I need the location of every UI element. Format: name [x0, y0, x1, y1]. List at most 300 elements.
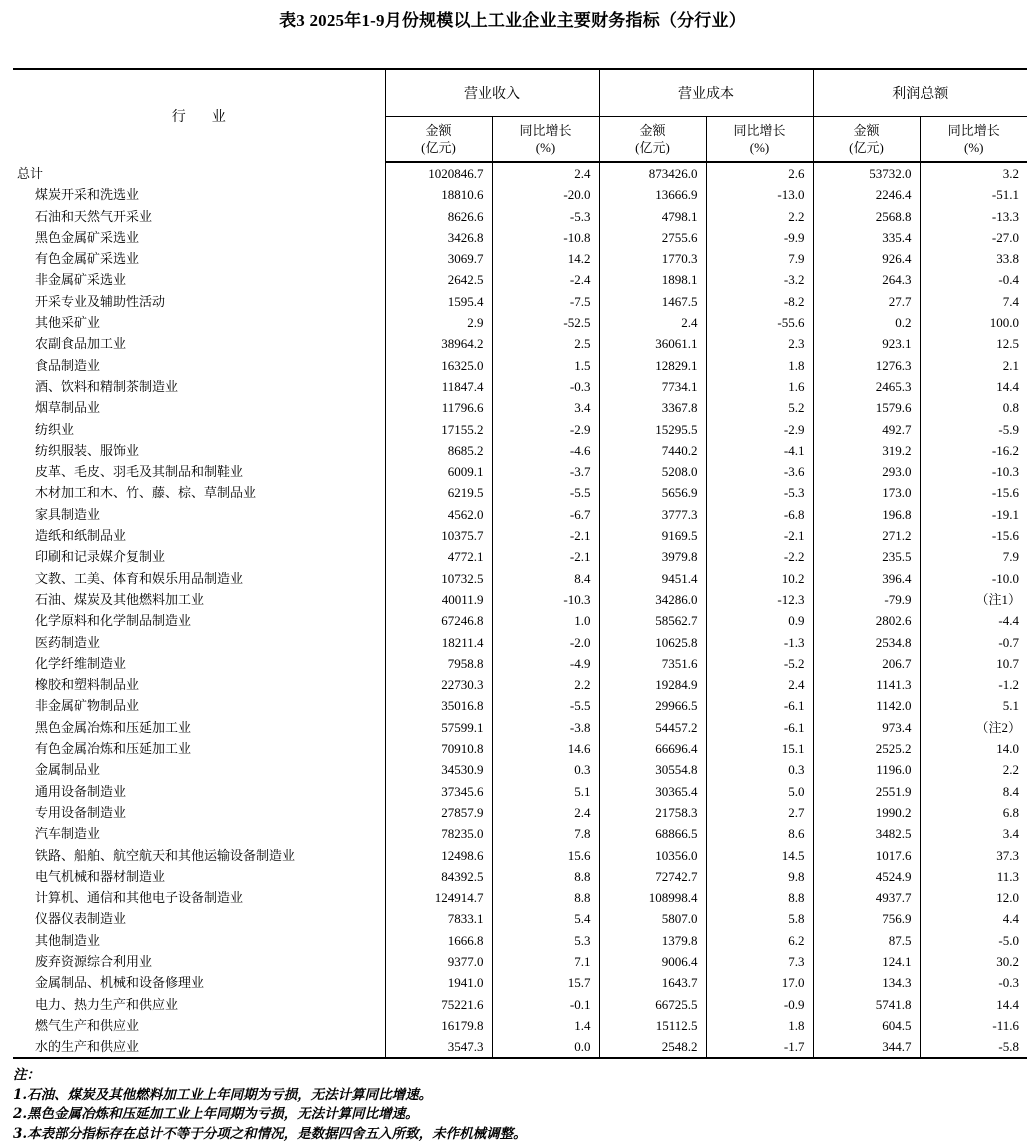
column-header-revenue-growth — [492, 117, 599, 163]
cell-profit-amount: 134.3 — [813, 972, 920, 993]
table-row — [13, 461, 1027, 482]
cell-revenue-growth: -3.7 — [492, 461, 599, 482]
table-row — [13, 823, 1027, 844]
cell-cost-growth: 8.8 — [706, 887, 813, 908]
cell-profit-growth: 2.2 — [920, 759, 1027, 780]
cell-revenue-growth: -5.3 — [492, 206, 599, 227]
row-industry-label: 电力、热力生产和供应业 — [35, 996, 179, 1012]
subheader-name: 同比增长 — [519, 123, 572, 138]
cell-profit-growth: -51.1 — [920, 184, 1027, 205]
cell-profit-growth: -5.0 — [920, 930, 1027, 951]
cell-profit-amount: 604.5 — [813, 1015, 920, 1036]
table-row — [13, 525, 1027, 546]
cell-revenue-amount: 40011.9 — [385, 589, 492, 610]
cell-revenue-growth: -20.0 — [492, 184, 599, 205]
cell-revenue-growth: 0.3 — [492, 759, 599, 780]
cell-cost-growth: -9.9 — [706, 227, 813, 248]
cell-cost-amount: 19284.9 — [599, 674, 706, 695]
cell-cost-amount: 13666.9 — [599, 184, 706, 205]
cell-revenue-growth: -6.7 — [492, 504, 599, 525]
table-row — [13, 610, 1027, 631]
row-industry-label: 煤炭开采和洗选业 — [35, 187, 140, 203]
cell-profit-amount: 319.2 — [813, 440, 920, 461]
cell-cost-amount: 7440.2 — [599, 440, 706, 461]
row-industry-label: 石油和天然气开采业 — [35, 208, 153, 224]
cell-cost-growth: -6.1 — [706, 717, 813, 738]
cell-cost-amount: 30365.4 — [599, 781, 706, 802]
cell-revenue-amount: 18211.4 — [385, 632, 492, 653]
cell-cost-growth: 5.8 — [706, 908, 813, 929]
cell-revenue-growth: -0.1 — [492, 994, 599, 1015]
cell-cost-amount: 1379.8 — [599, 930, 706, 951]
cell-revenue-growth: -5.5 — [492, 695, 599, 716]
cell-cost-amount: 1643.7 — [599, 972, 706, 993]
cell-profit-amount: 344.7 — [813, 1036, 920, 1058]
cell-profit-amount: 1141.3 — [813, 674, 920, 695]
cell-revenue-growth: 3.4 — [492, 397, 599, 418]
cell-revenue-growth: -2.0 — [492, 632, 599, 653]
cell-revenue-growth: 14.6 — [492, 738, 599, 759]
cell-revenue-amount: 27857.9 — [385, 802, 492, 823]
cell-revenue-growth: 0.0 — [492, 1036, 599, 1058]
table-row — [13, 994, 1027, 1015]
table-row — [13, 291, 1027, 312]
cell-profit-amount: 4524.9 — [813, 866, 920, 887]
column-header-cost-amount — [599, 117, 706, 163]
cell-profit-growth: 3.2 — [920, 162, 1027, 184]
table-row — [13, 781, 1027, 802]
row-industry-label: 木材加工和木、竹、藤、棕、草制品业 — [35, 485, 257, 501]
cell-cost-amount: 21758.3 — [599, 802, 706, 823]
cell-revenue-amount: 67246.8 — [385, 610, 492, 631]
cell-profit-growth: 0.8 — [920, 397, 1027, 418]
cell-revenue-growth: 7.8 — [492, 823, 599, 844]
cell-profit-growth: -15.6 — [920, 482, 1027, 503]
cell-revenue-amount: 1020846.7 — [385, 162, 492, 184]
row-industry-label: 计算机、通信和其他电子设备制造业 — [35, 890, 244, 906]
cell-cost-amount: 36061.1 — [599, 333, 706, 354]
table-row — [13, 802, 1027, 823]
table-row — [13, 227, 1027, 248]
row-industry-label: 总计 — [17, 165, 44, 181]
cell-cost-amount: 10625.8 — [599, 632, 706, 653]
row-industry-label: 纺织业 — [35, 421, 75, 437]
cell-cost-growth: 2.4 — [706, 674, 813, 695]
note-line: 3.本表部分指标存在总计不等于分项之和情况，是数据四舍五入所致，未作机械调整。 — [13, 1125, 527, 1142]
cell-revenue-amount: 57599.1 — [385, 717, 492, 738]
cell-cost-growth: 1.8 — [706, 1015, 813, 1036]
cell-profit-growth: -11.6 — [920, 1015, 1027, 1036]
cell-cost-growth: 9.8 — [706, 866, 813, 887]
cell-cost-growth: -55.6 — [706, 312, 813, 333]
cell-cost-growth: -4.1 — [706, 440, 813, 461]
cell-cost-amount: 72742.7 — [599, 866, 706, 887]
cell-cost-amount: 30554.8 — [599, 759, 706, 780]
cell-revenue-growth: 7.1 — [492, 951, 599, 972]
cell-cost-amount: 2548.2 — [599, 1036, 706, 1058]
row-industry-label: 皮革、毛皮、羽毛及其制品和制鞋业 — [35, 464, 244, 480]
cell-revenue-growth: 2.4 — [492, 162, 599, 184]
cell-cost-amount: 1467.5 — [599, 291, 706, 312]
cell-cost-amount: 3777.3 — [599, 504, 706, 525]
cell-cost-growth: -6.1 — [706, 695, 813, 716]
subheader-name: 金额 — [425, 123, 452, 138]
cell-revenue-amount: 84392.5 — [385, 866, 492, 887]
table-row — [13, 908, 1027, 929]
table-row — [13, 184, 1027, 205]
cell-cost-amount: 2.4 — [599, 312, 706, 333]
cell-profit-growth: -15.6 — [920, 525, 1027, 546]
cell-profit-amount: 1276.3 — [813, 355, 920, 376]
cell-profit-amount: 1579.6 — [813, 397, 920, 418]
cell-revenue-growth: -7.5 — [492, 291, 599, 312]
cell-cost-growth: -2.2 — [706, 546, 813, 567]
row-industry-label: 化学原料和化学制品制造业 — [35, 613, 192, 629]
cell-revenue-growth: 14.2 — [492, 248, 599, 269]
subheader-unit: (亿元) — [849, 140, 884, 155]
cell-profit-amount: 923.1 — [813, 333, 920, 354]
cell-profit-growth: 3.4 — [920, 823, 1027, 844]
row-industry-label: 纺织服装、服饰业 — [35, 442, 140, 458]
table-row — [13, 632, 1027, 653]
table-row — [13, 972, 1027, 993]
cell-profit-growth: -0.4 — [920, 269, 1027, 290]
row-industry-label: 医药制造业 — [35, 634, 101, 650]
subheader-name: 同比增长 — [947, 123, 1000, 138]
row-industry-label: 铁路、船舶、航空航天和其他运输设备制造业 — [35, 847, 296, 863]
table-row — [13, 419, 1027, 440]
cell-cost-amount: 15112.5 — [599, 1015, 706, 1036]
cell-revenue-amount: 8685.2 — [385, 440, 492, 461]
column-header-industry — [13, 69, 385, 162]
table-row — [13, 653, 1027, 674]
cell-cost-growth: -12.3 — [706, 589, 813, 610]
cell-cost-growth: 2.7 — [706, 802, 813, 823]
cell-profit-growth: -16.2 — [920, 440, 1027, 461]
row-industry-label: 非金属矿物制品业 — [35, 698, 140, 714]
cell-profit-growth: 12.0 — [920, 887, 1027, 908]
column-group-cost: 营业成本 — [599, 69, 813, 117]
cell-profit-growth: -4.4 — [920, 610, 1027, 631]
row-industry-label: 仪器仪表制造业 — [35, 911, 127, 927]
cell-revenue-amount: 10732.5 — [385, 568, 492, 589]
table-body — [13, 162, 1027, 1058]
table-row — [13, 504, 1027, 525]
subheader-name: 金额 — [639, 123, 666, 138]
cell-revenue-growth: -4.9 — [492, 653, 599, 674]
cell-cost-amount: 4798.1 — [599, 206, 706, 227]
cell-profit-growth: 30.2 — [920, 951, 1027, 972]
cell-profit-amount: 2568.8 — [813, 206, 920, 227]
financial-indicators-table — [13, 68, 1027, 1059]
cell-cost-growth: -1.3 — [706, 632, 813, 653]
cell-profit-amount: 124.1 — [813, 951, 920, 972]
row-industry-label: 有色金属冶炼和压延加工业 — [35, 741, 192, 757]
cell-profit-growth: 12.5 — [920, 333, 1027, 354]
cell-cost-amount: 9169.5 — [599, 525, 706, 546]
page-title: 表3 2025年1-9月份规模以上工业企业主要财务指标（分行业） — [279, 11, 746, 30]
cell-profit-amount: 2802.6 — [813, 610, 920, 631]
cell-revenue-amount: 37345.6 — [385, 781, 492, 802]
cell-cost-amount: 34286.0 — [599, 589, 706, 610]
table-row — [13, 738, 1027, 759]
table-row — [13, 312, 1027, 333]
subheader-unit: (%) — [749, 140, 770, 155]
row-industry-label: 造纸和纸制品业 — [35, 528, 127, 544]
cell-cost-growth: 15.1 — [706, 738, 813, 759]
cell-revenue-amount: 17155.2 — [385, 419, 492, 440]
row-industry-label: 开采专业及辅助性活动 — [35, 293, 166, 309]
cell-cost-growth: -0.9 — [706, 994, 813, 1015]
table-row — [13, 717, 1027, 738]
cell-cost-growth: 14.5 — [706, 845, 813, 866]
table-row — [13, 376, 1027, 397]
cell-profit-growth: 14.0 — [920, 738, 1027, 759]
cell-profit-amount: 0.2 — [813, 312, 920, 333]
cell-cost-growth: 2.6 — [706, 162, 813, 184]
cell-cost-growth: 10.2 — [706, 568, 813, 589]
cell-profit-growth: -5.8 — [920, 1036, 1027, 1058]
cell-revenue-growth: -2.4 — [492, 269, 599, 290]
cell-cost-growth: 1.8 — [706, 355, 813, 376]
cell-cost-growth: -1.7 — [706, 1036, 813, 1058]
cell-revenue-growth: -10.3 — [492, 589, 599, 610]
cell-cost-amount: 66696.4 — [599, 738, 706, 759]
cell-revenue-amount: 9377.0 — [385, 951, 492, 972]
row-industry-label: 金属制品业 — [35, 762, 101, 778]
cell-profit-amount: 2534.8 — [813, 632, 920, 653]
cell-profit-growth: -0.3 — [920, 972, 1027, 993]
cell-profit-amount: 235.5 — [813, 546, 920, 567]
cell-revenue-amount: 3069.7 — [385, 248, 492, 269]
cell-cost-growth: -8.2 — [706, 291, 813, 312]
cell-profit-growth: 100.0 — [920, 312, 1027, 333]
industry-header-label: 行 业 — [171, 110, 232, 125]
cell-profit-amount: 335.4 — [813, 227, 920, 248]
cell-profit-amount: -79.9 — [813, 589, 920, 610]
cell-revenue-growth: -2.1 — [492, 546, 599, 567]
cell-revenue-amount: 2642.5 — [385, 269, 492, 290]
row-industry-label: 化学纤维制造业 — [35, 655, 127, 671]
cell-profit-growth: （注2） — [920, 717, 1027, 738]
cell-revenue-growth: 2.5 — [492, 333, 599, 354]
cell-revenue-growth: -5.5 — [492, 482, 599, 503]
cell-cost-amount: 3367.8 — [599, 397, 706, 418]
table-row — [13, 887, 1027, 908]
row-industry-label: 水的生产和供应业 — [13, 1036, 385, 1058]
cell-revenue-growth: 2.2 — [492, 674, 599, 695]
table-row — [13, 589, 1027, 610]
column-group-revenue: 营业收入 — [385, 69, 599, 117]
cell-cost-growth: -5.2 — [706, 653, 813, 674]
cell-cost-growth: 1.6 — [706, 376, 813, 397]
cell-profit-amount: 173.0 — [813, 482, 920, 503]
cell-revenue-growth: -0.3 — [492, 376, 599, 397]
subheader-unit: (%) — [535, 140, 556, 155]
cell-revenue-growth: -3.8 — [492, 717, 599, 738]
row-industry-label: 电气机械和器材制造业 — [35, 868, 166, 884]
cell-revenue-growth: 1.0 — [492, 610, 599, 631]
column-header-profit-growth — [920, 117, 1027, 163]
cell-profit-growth: 7.9 — [920, 546, 1027, 567]
column-header-cost-growth — [706, 117, 813, 163]
cell-cost-amount: 68866.5 — [599, 823, 706, 844]
row-industry-label: 烟草制品业 — [35, 400, 101, 416]
cell-revenue-growth: 15.7 — [492, 972, 599, 993]
table-head — [13, 69, 1027, 162]
table-row — [13, 206, 1027, 227]
cell-cost-amount: 5807.0 — [599, 908, 706, 929]
table-row — [13, 759, 1027, 780]
column-header-profit-amount — [813, 117, 920, 163]
cell-revenue-amount: 22730.3 — [385, 674, 492, 695]
cell-cost-growth: 5.0 — [706, 781, 813, 802]
cell-revenue-amount: 1941.0 — [385, 972, 492, 993]
cell-profit-growth: 14.4 — [920, 994, 1027, 1015]
table-row — [13, 355, 1027, 376]
row-industry-label: 汽车制造业 — [35, 826, 101, 842]
cell-cost-growth: 2.3 — [706, 333, 813, 354]
row-industry-label: 家具制造业 — [35, 506, 101, 522]
table-row — [13, 248, 1027, 269]
cell-profit-growth: -0.7 — [920, 632, 1027, 653]
cell-profit-amount: 1990.2 — [813, 802, 920, 823]
cell-cost-growth: -3.6 — [706, 461, 813, 482]
cell-revenue-amount: 6219.5 — [385, 482, 492, 503]
cell-cost-amount: 58562.7 — [599, 610, 706, 631]
cell-profit-growth: 10.7 — [920, 653, 1027, 674]
cell-cost-amount: 3979.8 — [599, 546, 706, 567]
cell-profit-growth: 2.1 — [920, 355, 1027, 376]
row-industry-label: 金属制品、机械和设备修理业 — [35, 975, 205, 991]
subheader-unit: (亿元) — [635, 140, 670, 155]
cell-profit-amount: 1142.0 — [813, 695, 920, 716]
cell-cost-growth: -2.1 — [706, 525, 813, 546]
cell-cost-growth: 7.3 — [706, 951, 813, 972]
cell-revenue-growth: 1.4 — [492, 1015, 599, 1036]
row-industry-label: 农副食品加工业 — [35, 336, 127, 352]
cell-cost-growth: -6.8 — [706, 504, 813, 525]
cell-revenue-amount: 12498.6 — [385, 845, 492, 866]
cell-cost-growth: 0.9 — [706, 610, 813, 631]
subheader-unit: (亿元) — [421, 140, 456, 155]
row-industry-label: 有色金属矿采选业 — [35, 251, 140, 267]
subheader-name: 同比增长 — [733, 123, 786, 138]
cell-revenue-amount: 1595.4 — [385, 291, 492, 312]
subheader-name: 金额 — [853, 123, 880, 138]
cell-revenue-amount: 3426.8 — [385, 227, 492, 248]
table-row — [13, 866, 1027, 887]
cell-revenue-growth: -2.1 — [492, 525, 599, 546]
cell-cost-growth: -5.3 — [706, 482, 813, 503]
cell-profit-amount: 5741.8 — [813, 994, 920, 1015]
cell-profit-growth: -27.0 — [920, 227, 1027, 248]
cell-profit-amount: 87.5 — [813, 930, 920, 951]
table-row — [13, 930, 1027, 951]
cell-profit-growth: （注1） — [920, 589, 1027, 610]
cell-cost-amount: 7734.1 — [599, 376, 706, 397]
cell-cost-amount: 12829.1 — [599, 355, 706, 376]
table-row — [13, 951, 1027, 972]
row-industry-label: 黑色金属矿采选业 — [35, 229, 140, 245]
cell-profit-amount: 2246.4 — [813, 184, 920, 205]
header-group-row — [13, 69, 1027, 117]
cell-cost-amount: 1770.3 — [599, 248, 706, 269]
cell-revenue-amount: 7958.8 — [385, 653, 492, 674]
cell-profit-amount: 271.2 — [813, 525, 920, 546]
cell-revenue-growth: -10.8 — [492, 227, 599, 248]
cell-profit-growth: -13.3 — [920, 206, 1027, 227]
cell-revenue-amount: 1666.8 — [385, 930, 492, 951]
cell-cost-growth: 17.0 — [706, 972, 813, 993]
row-industry-label: 其他采矿业 — [35, 315, 101, 331]
row-industry-label: 石油、煤炭及其他燃料加工业 — [35, 591, 205, 607]
table-row — [13, 568, 1027, 589]
cell-cost-amount: 7351.6 — [599, 653, 706, 674]
cell-revenue-amount: 11796.6 — [385, 397, 492, 418]
cell-revenue-amount: 8626.6 — [385, 206, 492, 227]
cell-cost-amount: 29966.5 — [599, 695, 706, 716]
table-container — [0, 68, 1025, 1059]
cell-cost-growth: 7.9 — [706, 248, 813, 269]
cell-revenue-amount: 70910.8 — [385, 738, 492, 759]
cell-profit-amount: 396.4 — [813, 568, 920, 589]
cell-profit-amount: 206.7 — [813, 653, 920, 674]
table-row — [13, 269, 1027, 290]
row-industry-label: 燃气生产和供应业 — [35, 1017, 140, 1033]
row-industry-label: 橡胶和塑料制品业 — [35, 677, 140, 693]
cell-cost-amount: 5656.9 — [599, 482, 706, 503]
table-row — [13, 546, 1027, 567]
cell-profit-amount: 2551.9 — [813, 781, 920, 802]
cell-profit-growth: 7.4 — [920, 291, 1027, 312]
table-row — [13, 162, 1027, 184]
cell-profit-amount: 27.7 — [813, 291, 920, 312]
cell-revenue-growth: 8.8 — [492, 887, 599, 908]
cell-profit-amount: 293.0 — [813, 461, 920, 482]
cell-cost-growth: -3.2 — [706, 269, 813, 290]
table-row — [13, 482, 1027, 503]
row-industry-label: 专用设备制造业 — [35, 804, 127, 820]
cell-revenue-amount: 35016.8 — [385, 695, 492, 716]
cell-profit-amount: 53732.0 — [813, 162, 920, 184]
cell-revenue-amount: 124914.7 — [385, 887, 492, 908]
cell-profit-growth: 5.1 — [920, 695, 1027, 716]
cell-revenue-amount: 4772.1 — [385, 546, 492, 567]
row-industry-label: 黑色金属冶炼和压延加工业 — [35, 719, 192, 735]
cell-cost-amount: 9451.4 — [599, 568, 706, 589]
row-industry-label: 酒、饮料和精制茶制造业 — [35, 378, 179, 394]
cell-profit-amount: 973.4 — [813, 717, 920, 738]
cell-profit-growth: 37.3 — [920, 845, 1027, 866]
cell-revenue-amount: 7833.1 — [385, 908, 492, 929]
cell-cost-amount: 54457.2 — [599, 717, 706, 738]
cell-profit-amount: 756.9 — [813, 908, 920, 929]
cell-profit-growth: -19.1 — [920, 504, 1027, 525]
table-row — [13, 397, 1027, 418]
cell-revenue-amount: 18810.6 — [385, 184, 492, 205]
cell-revenue-amount: 2.9 — [385, 312, 492, 333]
table-row — [13, 845, 1027, 866]
cell-revenue-growth: 15.6 — [492, 845, 599, 866]
column-header-revenue-amount — [385, 117, 492, 163]
cell-revenue-growth: 5.1 — [492, 781, 599, 802]
row-industry-label: 非金属矿采选业 — [35, 272, 127, 288]
row-industry-label: 食品制造业 — [35, 357, 101, 373]
cell-cost-amount: 9006.4 — [599, 951, 706, 972]
cell-cost-amount: 15295.5 — [599, 419, 706, 440]
cell-profit-growth: 8.4 — [920, 781, 1027, 802]
